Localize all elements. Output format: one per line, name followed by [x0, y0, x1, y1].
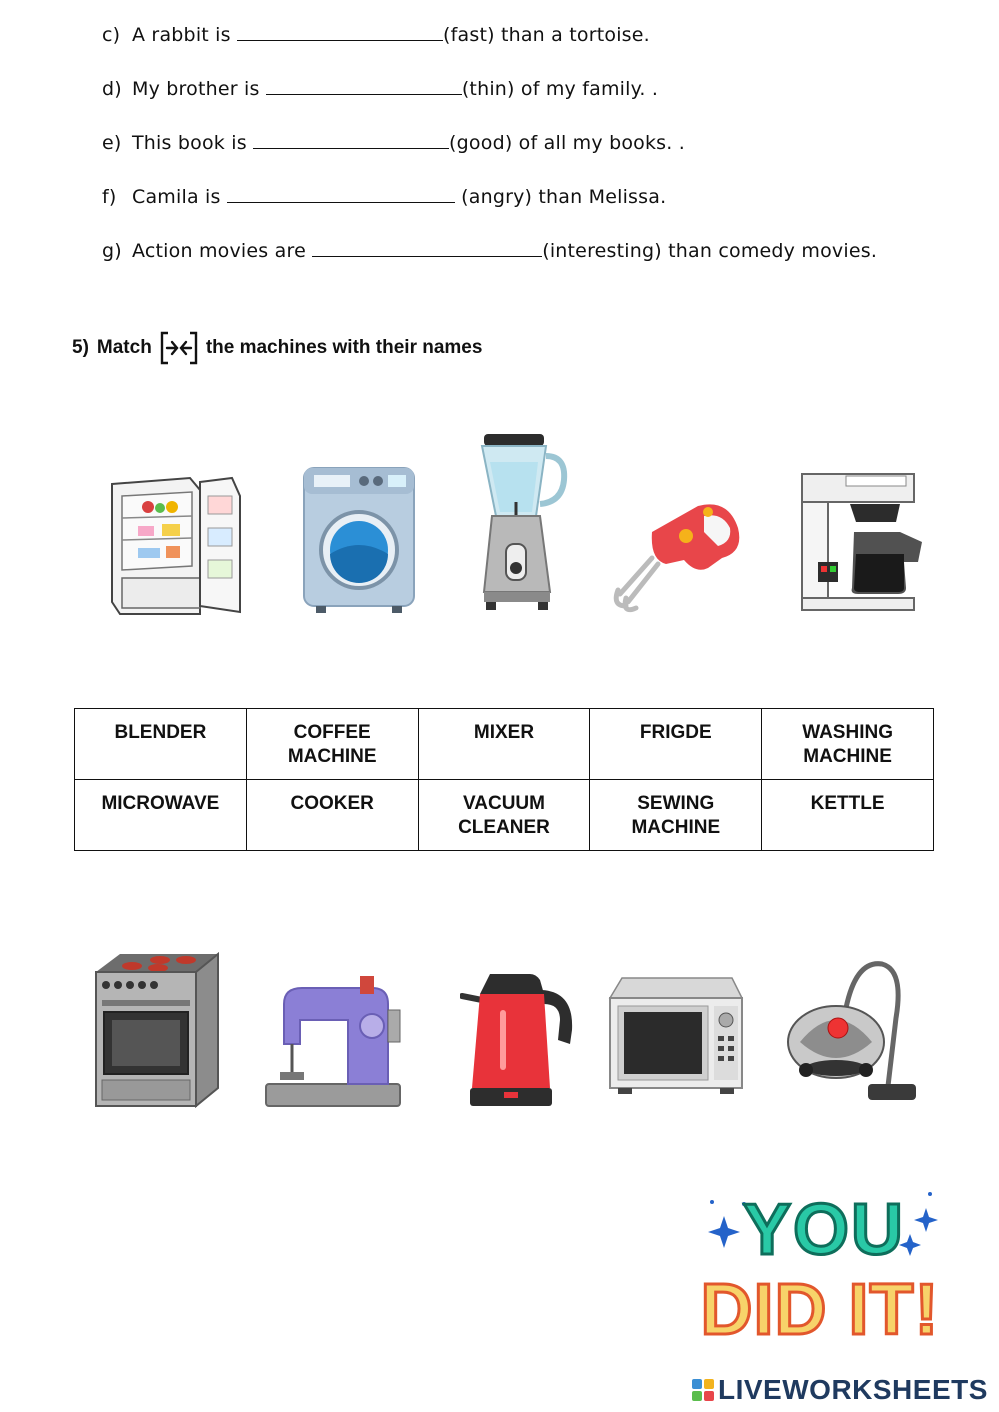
sentence-label: g): [102, 240, 122, 262]
answer-blank[interactable]: [312, 238, 542, 257]
table-row: [75, 780, 934, 851]
banner-line-2: DID IT!: [700, 1270, 940, 1344]
exercise-instruction: the machines with their names: [205, 337, 483, 358]
sentence-d: [102, 76, 962, 130]
sentence-text-after: (fast) than a tortoise.: [443, 24, 650, 46]
fridge-image[interactable]: [108, 474, 244, 616]
sewing-machine-image[interactable]: [264, 974, 406, 1110]
liveworksheets-brand[interactable]: [692, 1374, 988, 1406]
sentence-list: [102, 22, 962, 292]
sentence-e: [102, 130, 962, 184]
brand-text: LIVEWORKSHEETS: [718, 1374, 988, 1405]
name-cell[interactable]: MIXER: [418, 709, 590, 780]
answer-blank[interactable]: [237, 22, 443, 41]
washing-machine-image[interactable]: [302, 466, 416, 614]
microwave-image[interactable]: [608, 976, 744, 1096]
bottom-image-row: [0, 950, 999, 1130]
kettle-image[interactable]: [460, 970, 576, 1110]
answer-blank[interactable]: [253, 130, 449, 149]
sentence-text-before: Action movies are: [132, 240, 313, 262]
coffee-machine-image[interactable]: [800, 470, 928, 616]
exercise-number: 5): [72, 337, 89, 358]
exercise-title: [72, 330, 482, 366]
name-cell[interactable]: COFFEE MACHINE: [246, 709, 418, 780]
sentence-text-before: Camila is: [132, 186, 227, 208]
exercise-verb: Match: [96, 337, 152, 358]
sentence-label: d): [102, 78, 122, 100]
sentence-text-before: A rabbit is: [132, 24, 237, 46]
sentence-text-after: (good) of all my books. .: [449, 132, 685, 154]
sentence-text-after: (angry) than Melissa.: [454, 186, 667, 208]
name-cell[interactable]: COOKER: [246, 780, 418, 851]
top-image-row: [0, 430, 999, 610]
liveworksheets-logo-icon: [692, 1379, 714, 1401]
name-cell[interactable]: WASHING MACHINE: [762, 709, 934, 780]
match-arrows-icon: [160, 330, 198, 366]
cooker-image[interactable]: [94, 952, 220, 1110]
name-cell[interactable]: MICROWAVE: [75, 780, 247, 851]
sentence-label: f): [102, 186, 117, 208]
answer-blank[interactable]: [266, 76, 462, 95]
sentence-text-after: (interesting) than comedy movies.: [542, 240, 878, 262]
name-cell[interactable]: KETTLE: [762, 780, 934, 851]
you-did-it-banner: [700, 1184, 942, 1344]
name-cell[interactable]: VACUUM CLEANER: [418, 780, 590, 851]
vacuum-cleaner-image[interactable]: [786, 958, 922, 1108]
banner-line-1: YOU: [742, 1190, 906, 1270]
sentence-f: [102, 184, 962, 238]
answer-blank[interactable]: [227, 184, 455, 203]
sentence-text-after: (thin) of my family. .: [461, 78, 659, 100]
sentence-g: [102, 238, 962, 292]
sentence-c: [102, 22, 962, 76]
blender-image[interactable]: [470, 432, 570, 616]
table-row: [75, 709, 934, 780]
sentence-label: e): [102, 132, 122, 154]
sentence-text-before: My brother is: [132, 78, 266, 100]
mixer-image[interactable]: [612, 502, 748, 616]
name-cell[interactable]: BLENDER: [75, 709, 247, 780]
sentence-text-before: This book is: [132, 132, 254, 154]
name-cell[interactable]: SEWING MACHINE: [590, 780, 762, 851]
sentence-label: c): [102, 24, 121, 46]
name-cell[interactable]: FRIGDE: [590, 709, 762, 780]
names-table: [74, 708, 934, 851]
